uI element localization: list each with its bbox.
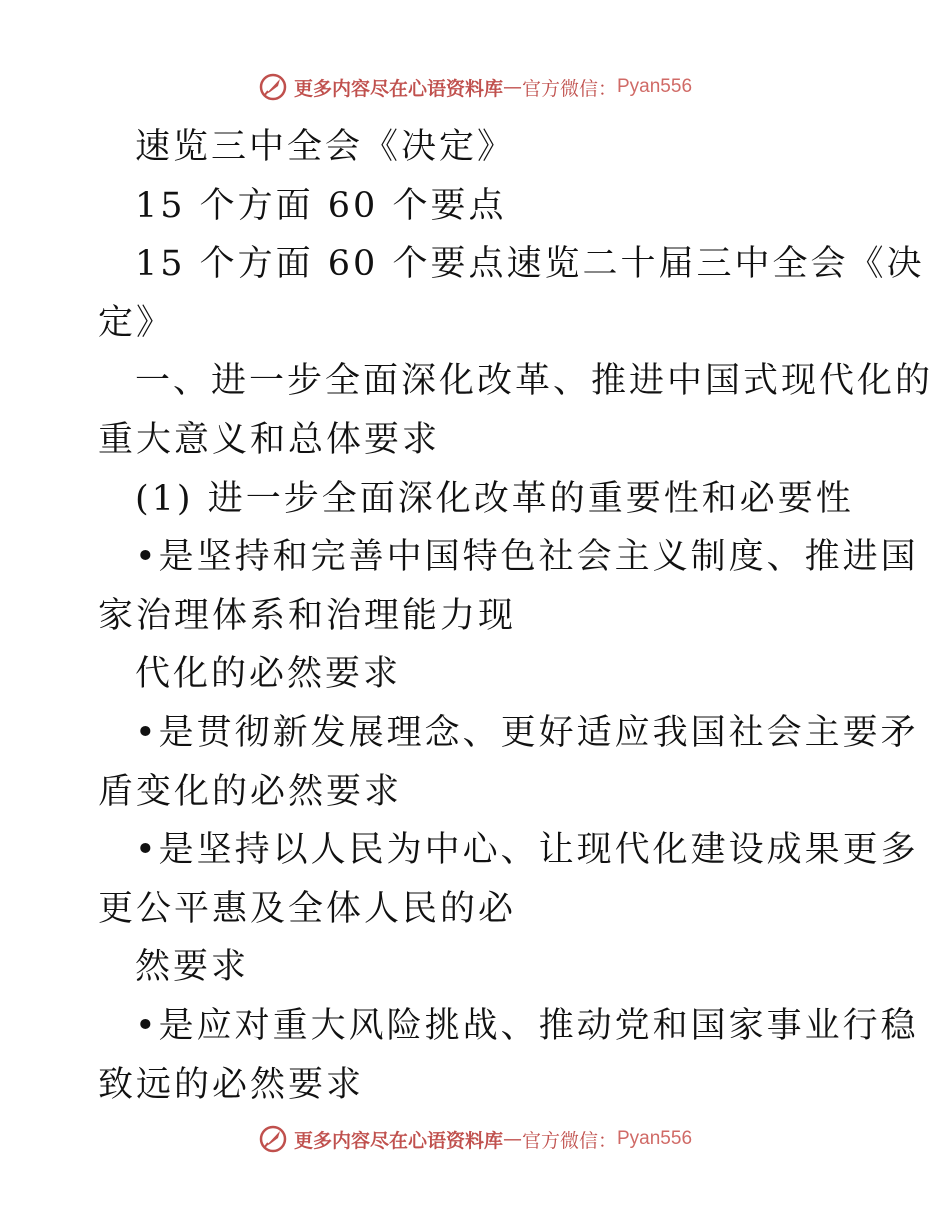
watermark-main-text: 更多内容尽在心语资料库 bbox=[293, 77, 503, 100]
paragraph-line: 定》 bbox=[98, 302, 175, 343]
watermark-wechat-id: Pyan556 bbox=[617, 76, 693, 97]
section-heading: 一、进一步全面深化改革、推进中国式现代化的 bbox=[135, 361, 934, 402]
watermark-wechat-id: Pyan556 bbox=[617, 1128, 693, 1149]
doc-title: 速览三中全会《决定》 bbox=[135, 127, 516, 167]
bullet-item-cont: 更公平惠及全体人民的必 bbox=[98, 888, 517, 929]
bullet-item-cont: 代化的必然要求 bbox=[135, 654, 402, 695]
bullet-item: •是贯彻新发展理念、更好适应我国社会主要矛 bbox=[135, 712, 919, 753]
paragraph-line: 15 个方面 60 个要点速览二十届三中全会《决 bbox=[135, 244, 925, 285]
doc-subtitle: 15 个方面 60 个要点 bbox=[135, 185, 507, 226]
subsection-heading: (1) 进一步全面深化改革的重要性和必要性 bbox=[135, 478, 854, 519]
bullet-item: •是应对重大风险挑战、推动党和国家事业行稳 bbox=[135, 1005, 919, 1046]
watermark-dash: — bbox=[502, 1128, 522, 1150]
bullet-item-cont: 致远的必然要求 bbox=[98, 1064, 365, 1105]
document-body bbox=[98, 118, 934, 1114]
header-watermark bbox=[0, 72, 950, 102]
watermark-main-text: 更多内容尽在心语资料库 bbox=[293, 1129, 503, 1152]
bullet-item: •是坚持和完善中国特色社会主义制度、推进国 bbox=[135, 537, 919, 578]
watermark-wechat-label: 官方微信： bbox=[521, 1129, 617, 1152]
quill-logo-icon bbox=[258, 72, 288, 102]
section-heading-cont: 重大意义和总体要求 bbox=[98, 419, 441, 460]
watermark-wechat-label: 官方微信： bbox=[521, 77, 617, 100]
footer-watermark bbox=[0, 1124, 950, 1154]
bullet-item: •是坚持以人民为中心、让现代化建设成果更多 bbox=[135, 830, 919, 871]
watermark-dash: — bbox=[502, 76, 522, 98]
bullet-item-cont: 家治理体系和治理能力现 bbox=[98, 595, 517, 636]
bullet-item-cont: 盾变化的必然要求 bbox=[98, 771, 403, 812]
quill-logo-icon bbox=[258, 1124, 288, 1154]
bullet-item-cont: 然要求 bbox=[135, 947, 250, 988]
